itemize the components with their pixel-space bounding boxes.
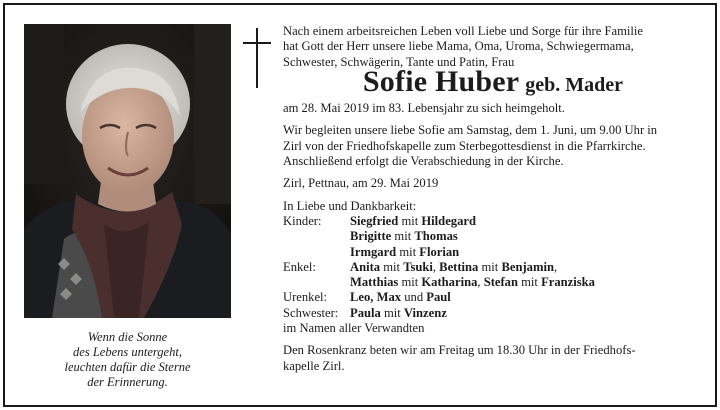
- poem-line: leuchten dafür die Sterne: [64, 360, 191, 374]
- poem-line: Wenn die Sonne: [87, 330, 168, 344]
- cross-icon: [241, 28, 273, 88]
- family-row-schwester: Schwester: Paula mit Vinzenz: [283, 305, 447, 320]
- role-label: Urenkel:: [283, 290, 328, 305]
- family-row: Brigitte mit Thomas: [350, 229, 458, 244]
- intro-line: Nach einem arbeitsreichen Leben voll Liebe und Sorge für ihre Familie: [283, 24, 643, 38]
- rosary-line: kapelle Zirl.: [283, 358, 345, 373]
- memorial-poem: [24, 330, 231, 390]
- family-row-enkel: Enkel: Anita mit Tsuki, Bettina mit Benjamin,: [283, 259, 558, 274]
- full-name: Sofie Huber: [362, 64, 520, 98]
- role-label: Kinder:: [283, 213, 322, 228]
- death-date-line: am 28. Mai 2019 im 83. Lebensjahr zu sich heimgeholt.: [283, 101, 565, 116]
- relatives-line: im Namen aller Verwandten: [283, 321, 425, 336]
- role-label: Enkel:: [283, 259, 316, 274]
- funeral-line: Anschließend erfolgt die Verabschiedung in der Kirche.: [283, 154, 564, 169]
- portrait-photo: [24, 24, 231, 318]
- deceased-name: [283, 64, 703, 98]
- place-date: Zirl, Pettnau, am 29. Mai 2019: [283, 176, 439, 191]
- obituary-text: [283, 24, 703, 374]
- funeral-line: Wir begleiten unsere liebe Sofie am Samstag, dem 1. Juni, um 9.00 Uhr in: [283, 123, 658, 138]
- funeral-line: Zirl von der Friedhofskapelle zum Sterbegottesdienst in die Pfarrkirche.: [283, 138, 646, 153]
- rosary-line: Den Rosenkranz beten wir am Freitag um 18.30 Uhr in der Friedhofs-: [283, 343, 636, 358]
- birth-name: geb. Mader: [525, 73, 624, 96]
- role-label: Schwester:: [283, 305, 339, 320]
- intro-line: hat Gott der Herr unsere liebe Mama, Oma, Uroma, Schwiegermama,: [283, 39, 634, 54]
- family-row: Irmgard mit Florian: [350, 244, 460, 259]
- intro-line: Schwester, Schwägerin, Tante und Patin, Frau: [283, 54, 515, 69]
- poem-line: der Erinnerung.: [87, 375, 168, 389]
- family-row-urenkel: Urenkel: Leo, Max und Paul: [283, 290, 451, 305]
- poem-line: des Lebens untergeht,: [73, 345, 182, 359]
- family-row-kinder: Kinder: Siegfried mit Hildegard: [283, 213, 476, 228]
- thanks-line: In Liebe und Dankbarkeit:: [283, 198, 417, 213]
- family-row: Matthias mit Katharina, Stefan mit Franziska: [350, 275, 595, 290]
